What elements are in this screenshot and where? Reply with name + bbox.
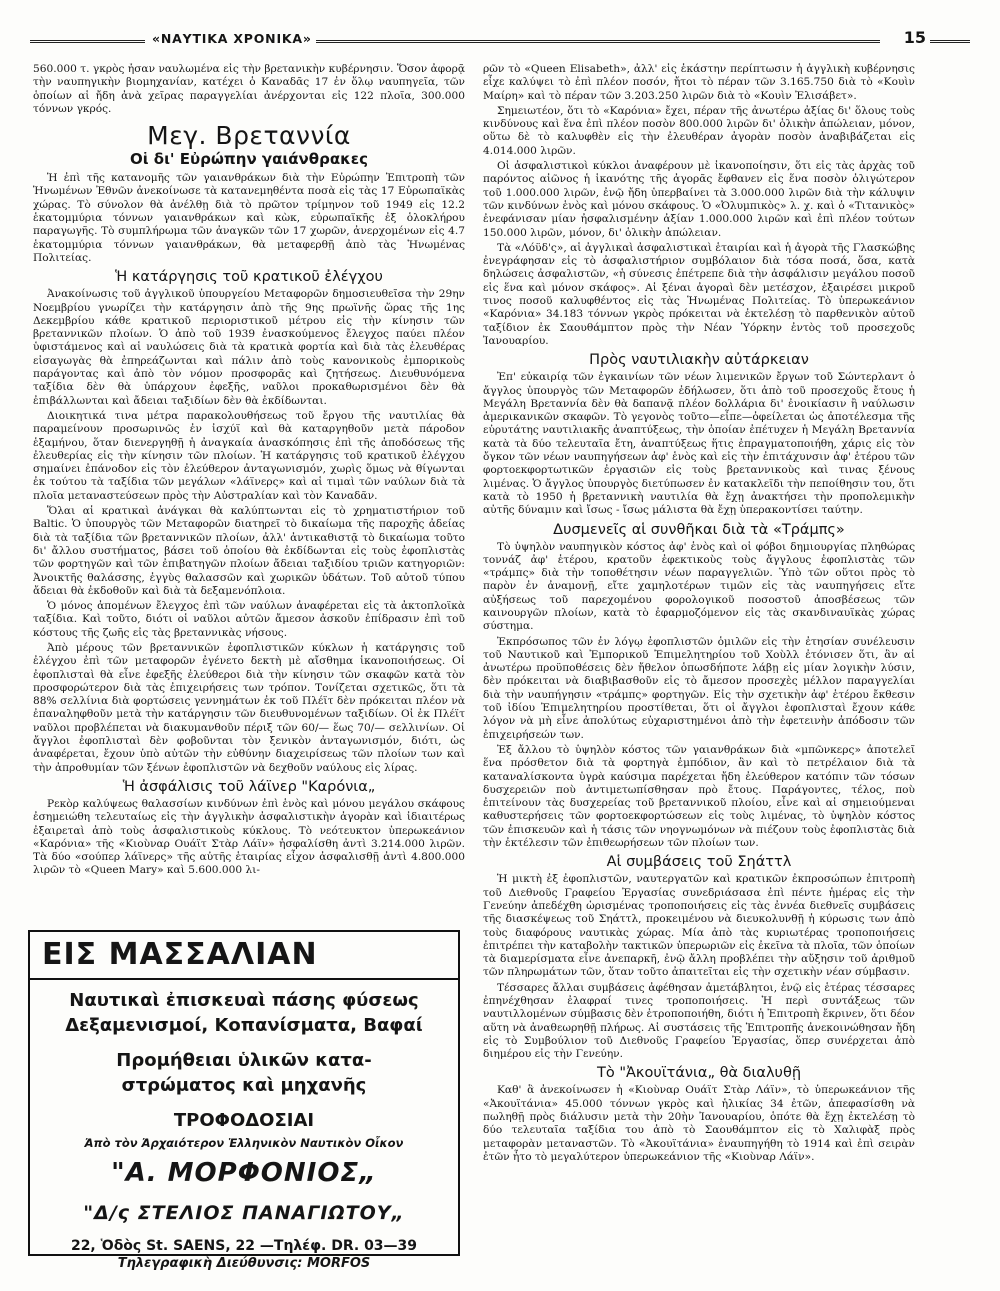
insurance-paragraph-2: Σημειωτέον, ὅτι τὸ «Καρόνια» ἔχει, πέραν τῆς ἀνωτέρω ἀξίας δι' ὅλους τοὺς κινδύνους καὶ ἕνα ἐπὶ πλέον ποσὸν 800.000 λιρῶν δι' ὁλικὴν ἀπώλειαν, μόνον, οὕτω δὲ τὸ καλυφθὲν εἰς τὴν ἐλευθέραν ἀγορὰν ποσὸν ἀναβιβάζεται εἰς 4.014.000 λιρῶν. [483,104,915,157]
control-heading: Ἡ κατάργησις τοῦ κρατικοῦ ἐλέγχου [115,269,383,286]
ad-successor-name: "Δ/ς ΣΤΕΛΙΟΣ ΠΑΝΑΓΙΩΤΟΥ„ [83,1202,405,1224]
country-heading: Μεγ. Βρεταννία [147,121,351,151]
ad-headline: ΕΙΣ ΜΑΣΣΑΛΙΑΝ [30,932,458,980]
insurance-paragraph-4: Τὰ «Λόϋδ'ς», αἱ ἀγγλικαὶ ἀσφαλιστικαὶ ἑταιρίαι καὶ ἡ ἀγορὰ τῆς Γλασκώβης ἐνεγράφησαν εἰς τὸ ἀσφαλιστήριον συμβόλαιον διὰ τόσα ποσά, ὅσα, κατὰ δηλώσεις ἀσφαλιστῶν, «ἡ σύνεσις ἐπέτρεπε διὰ τὴν ἀσφάλισιν μεγάλου ποσοῦ εἰς ἕνα καὶ μόνον σκάφος». Αἱ ξέναι ἀγοραὶ δὲν μετέσχον, ἐξαιρέσει μικροῦ τινος ποσοῦ καλυφθέντος εἰς τὰς Ἡνωμένας Πολιτείας. Τὸ ὑπερωκεάνιον «Καρόνια» 34.183 τόννων γκρὸς πρόκειται νὰ ἐκτελέσῃ τὸ παρθενικὸν αὐτοῦ ταξίδιον ἐκ Σαουθάμπτον πρὸς τὴν Νέαν Ὑόρκην ἐντὸς τοῦ προσεχοῦς Ἰανουαρίου. [483,241,915,347]
right-column [483,63,915,1263]
seattle-paragraph-1: Ἡ μικτὴ ἐξ ἐφοπλιστῶν, ναυτεργατῶν καὶ κρατικῶν ἐκπροσώπων ἐπιτροπὴ τοῦ Διεθνοῦς Γραφείου Ἐργασίας συνεδριάσασα ἐπὶ πέντε ἡμέρας εἰς τὴν Γενεύην ἀπεδέχθη ὡρισμένας τροποποιήσεις εἰς τὰς ἐννέα διεθνεῖς συμβάσεις τῆς διασκέψεως τοῦ Σηάττλ, προκειμένου νὰ διευκολυνθῇ ἡ κύρωσις των ἀπὸ τοὺς διαφόρους ναυτικὰς χώρας. Μία ἀπὸ τὰς κυριωτέρας τροποποιήσεις ἐπιτρέπει τὴν καταβολὴν τακτικῶν ὑπερωριῶν εἰς ἐκεῖνα τὰ πλοῖα, τῶν ὁποίων τὰ διαμερίσματα εἶνε ἀνεπαρκῆ, ἐνῷ ἄλλη προβλέπει τὴν αὔξησιν τοῦ ἀριθμοῦ τῶν πληρωμάτων τῶν, ὅταν τοῦτο ἀπαιτεῖται εἰς τὴν σχετικὴν νέαν σύμβασιν. [483,873,915,979]
left-column [33,63,465,923]
tramps-paragraph-1: Τὸ ὑψηλὸν ναυπηγικὸν κόστος ἀφ' ἑνὸς καὶ οἱ φόβοι δημιουργίας πληθώρας τοννάζ ἀφ' ἑτέρου, κρατοῦν ἐφεκτικοὺς τοὺς ἄγγλους ἐφοπλιστὰς τῶν «τράμπς» διὰ τὴν τοποθέτησιν νέων παραγγελιῶν. Ὑπὸ τῶν οὕτοι πρὸς τὸ παρὸν ἐν ἀναμονῇ, εἴτε χαμηλοτέρων τιμῶν εἰς τὰς ναυπηγήσεις εἴτε αὐξήσεως τοῦ παρεχομένου φορολογικοῦ ποσοστοῦ ἀποσβέσεως τῶν καινουργῶν πλοίων, κατὰ τὸ ἐφαρμοζόμενον εἰς τὰς σκανδιναυϊκὰς χώρας σύστημα. [483,540,915,633]
insurance-heading: Ἡ ἀσφάλισις τοῦ λάϊνερ "Καρόνια„ [122,778,376,795]
insurance-paragraph-1: Ρεκὸρ καλύψεως θαλασσίων κινδύνων ἐπὶ ἑνὸς καὶ μόνου μεγάλου σκάφους ἐσημειώθη τελευταίως εἰς τὴν ἀγγλικὴν ἀσφαλιστικὴν ἀγορὰν καὶ ἰδιαιτέρως ἐξαιρεταὶ ἀπὸ τοὺς ἀσφαλιστικοὺς κύκλους. Τὸ νεότευκτον ὑπερωκεάνιον «Καρόνια» τῆς «Κιοὺναρ Ουάϊτ Στὰρ Λάϊν» ἠσφαλίσθη ἀντὶ 3.214.000 λιρῶν. Τὰ δύο «σούπερ λάϊνερς» τῆς αὐτῆς ἑταιρίας εἶχον ἀσφαλισθῇ ἀντὶ 4.800.000 λιρῶν τὸ «Queen Mary» καὶ 5.600.000 λι- [33,797,465,877]
control-paragraph-2: Διοικητικά τινα μέτρα παρακολουθήσεως τοῦ ἔργου τῆς ναυτιλίας θὰ παραμείνουν προσωρινῶς ἐν ἰσχύϊ καὶ θὰ καταργηθοῦν μετὰ πάροδον ἑξαμήνου, ὅταν διενεργηθῇ ἡ ἀναγκαία ἀνασκόπησις ἐπὶ τῆς ἀποδόσεως τῆς ἐλευθερίας εἰς τὴν κίνησιν τῶν πλοίων. Ἡ κατάργησις τοῦ κρατικοῦ ἐλέγχου σημαίνει ἐπάνοδον εἰς τὸν ἐλεύθερον ἀνταγωνισμόν, χωρὶς ὅμως νὰ θίγωνται ἐκ τούτου τὰ ταξίδια τῶν μεγάλων «λάϊνερς» καὶ αἱ τιμαὶ τῶν ναύλων διὰ τὰ πλοῖα μεταναστεύσεων πρὸς τὴν Αὐστραλίαν καὶ τὸν Καναδᾶν. [33,409,465,502]
control-paragraph-4: Ὁ μόνος ἀπομένων ἔλεγχος ἐπὶ τῶν ναύλων ἀναφέρεται εἰς τὰ ἀκτοπλοϊκὰ ταξίδια. Καὶ τοῦτο, διότι οἱ ναῦλοι αὐτῶν ἄμεσον ἀσκοῦν ἐπίδρασιν ἐπὶ τοῦ κόστους τῆς ζωῆς εἰς τὰς βρεταννικὰς νήσους. [33,600,465,639]
header-rule-left [30,40,145,43]
ad-repairs-line: Ναυτικαὶ ἐπισκευαὶ πάσης φύσεως [69,990,419,1011]
intro-paragraph: 560.000 τ. γκρὸς ἦσαν ναυλωμένα εἰς τὴν βρετανικὴν κυβέρνησιν. Ὅσον ἀφορᾷ τὴν ναυπηγικὴν βιομηχανίαν, κατέχει ὁ Καναδᾶς 17 ἐν ὅλῳ ναυπηγεῖα, τῶν ὁποίων αἱ ἤδη ἀνὰ χεῖρας παραγγελίαι ἀνέρχονται εἰς 122 πλοῖα, 300.000 τόννων γκρός. [33,63,465,115]
ad-drydock-line: Δεξαμενισμοί, Κοπανίσματα, Βαφαί [65,1015,423,1036]
tramps-paragraph-2: Ἐκπρόσωπος τῶν ἐν λόγῳ ἐφοπλιστῶν ὁμιλῶν εἰς τὴν ἐτησίαν συνέλευσιν τοῦ Ναυτικοῦ καὶ Ἐμπορικοῦ Ἐπιμελητηρίου τοῦ Χοὺλλ ἐτόνισεν ὅτι, ἂν αἱ ἀνωτέρω προϋποθέσεις δὲν ἤθελον ὁπωσδήποτε λάβῃ εἰς μίαν λογικὴν λύσιν, δὲν πρόκειται νὰ διαβιβασθοῦν εἰς τὸ ἄμεσον προσεχὲς μέλλον παραγγελίαι διὰ τὴν ναυπήγησιν «τράμπς» φορτηγῶν. Εἰς τὴν σχετικὴν ἀφ' ἑτέρου ἔκθεσιν τοῦ ἰδίου Ἐπιμελητηρίου προστίθεται, ὅτι οἱ ἄγγλοι ἐφοπλισταὶ ἔχουν κάθε λόγον νὰ μὴ εἶνε ἀπολύτως εὐχαριστημένοι ἀπὸ τὴν ἐφετεινὴν ἀπόδοσιν τῶν ἐπιχειρήσεών των. [483,635,915,741]
tramps-paragraph-3: Ἐξ ἄλλου τὸ ὑψηλὸν κόστος τῶν γαιανθράκων διὰ «μπῶνκερς» ἀποτελεῖ ἕνα πρόσθετον διὰ τὰ φορτηγὰ ἐμπόδιον, ἂν καὶ τὸ πετρέλαιον διὰ τὰ καταναλίσκοντα ὑγρὰ καύσιμα παρέχεται ἤδη ἐλεύθερον κατόπιν τῶν τόσων δυσχερειῶν ποὺ ἀντιμετωπίσθησαν πρὸ ἔτους. Παράγοντες, τέλος, ποὺ ἐπιτείνουν τὰς δυσχερείας τοῦ βρεταννικοῦ πλοίου, εἶνε καὶ αἱ σημειούμεναι καθυστερήσεις τῶν φορτοεκφορτώσεων εἰς τοὺς λιμένας, τὸ ὑψηλὸν κόστος τῶν ἐπισκευῶν καὶ ἡ τάσις τῶν νηογνωμόνων νὰ πιέζουν τοὺς ἐφοπλιστὰς διὰ τὴν ἐκτέλεσιν τῶν ἐπιθεωρήσεων τῶν πλοίων των. [483,743,915,850]
seattle-paragraph-2: Τέσσαρες ἄλλαι συμβάσεις ἀφέθησαν ἀμετάβλητοι, ἐνῷ εἰς ἑτέρας τέσσαρες ἐπηνέχθησαν ἐλαφραί τινες τροποποιήσεις. Ἡ περὶ συντάξεως τῶν ναυτιλλομένων σύμβασις δὲν ἐτροποποιήθη, διότι ἡ Ἐπιτροπὴ ἔκρινεν, ὅτι δέον αὕτη νὰ ἀναθεωρηθῇ πλήρως. Αἱ συστάσεις τῆς Ἐπιτροπῆς ἀνεκοινώθησαν ἤδη εἰς τὸ Συμβούλιον τοῦ Διεθνοῦς Γραφείου Ἐργασίας, ὅπερ συνέρχεται ἀπὸ διημέρου εἰς τὴν Γενεύην. [483,981,915,1061]
ad-provisions-line: ΤΡΟΦΟΔΟΣΙΑΙ [173,1110,315,1131]
ad-telegraph: Τηλεγραφικὴ Διεύθυνσις: MORFOS [117,1256,371,1271]
advertisement-box [28,930,460,1271]
aquitania-paragraph: Καθ' ἃ ἀνεκοίνωσεν ἡ «Κιοὺναρ Ουάϊτ Στὰρ Λάϊν», τὸ ὑπερωκεάνιον τῆς «Ἀκουϊτάνια» 45.000 τόννων γκρὸς καὶ ἡλικίας 34 ἐτῶν, ἀπεφασίσθη νὰ πωληθῇ πρὸς διάλυσιν μετὰ τὴν 20ὴν Ἰανουαρίου, ὁπότε θὰ ἔχῃ ἐκτελέσῃ τὸ δύο τελευταῖα ταξίδια του ἀπὸ τὸ Σαουθάμπτον εἰς τὸ Χαλιφὰξ πρὸς μεταφορὰν μεταναστῶν. Τὸ «Ἀκουϊτάνια» ἐναυπηγήθη τὸ 1914 καὶ ἐπὶ σειρὰν ἐτῶν ἦτο τὸ μεγαλύτερον ὑπερωκεάνιον τῆς «Κιοὺναρ Λάϊν». [483,1084,915,1163]
coal-subheading: Οἱ δι' Εὐρώπην γαιάνθρακες [129,150,369,169]
seattle-heading: Αἱ συμβάσεις τοῦ Σηάττλ [606,854,792,871]
ad-oldest-house-line: Ἀπὸ τὸν Ἀρχαιότερον Ἑλληνικὸν Ναυτικὸν Οἶκον [84,1136,404,1150]
aquitania-heading: Τὸ "Ἀκουϊτάνια„ θὰ διαλυθῇ [596,1065,802,1082]
control-paragraph-3: Ὅλαι αἱ κρατικαὶ ἀνάγκαι θὰ καλύπτωνται εἰς τὸ χρηματιστήριον τοῦ Baltic. Ὁ ὑπουργὸς τῶν Μεταφορῶν διατηρεῖ τὸ δικαίωμα τῆς παροχῆς ἀδείας διὰ τὰ ταξίδια τῶν βρεταννικῶν πλοίων, ἀλλ' ἀντικαθιστᾷ τὸ δικαίωμα τοῦτο δι' ἄλλου συστήματος, βάσει τοῦ ὁποίου θὰ ἐκδίδωνται εἰς τοὺς ἐφοπλιστὰς τῶν φορτηγῶν καὶ τῶν ἐπιβατηγῶν πλοίων ἄδειαι ταξιδίου τριῶν κατηγοριῶν: Ἀνοικτῆς θαλάσσης, ἐγγὺς θαλασσῶν καὶ χωρικῶν ὑδάτων. Τοῦ αὐτοῦ τύπου ἄδειαι θὰ ἐκδοθοῦν καὶ διὰ τὰ δεξαμενόπλοια. [33,505,465,597]
insurance-paragraph-3: Οἱ ἀσφαλιστικοὶ κύκλοι ἀναφέρουν μὲ ἱκανοποίησιν, ὅτι εἰς τὰς ἀρχὰς τοῦ παρόντος αἰῶνος ἡ ἱκανότης τῆς ἀγορᾶς ἔφθανεν εἰς ἕνα ποσὸν ὀλιγώτερον τοῦ 1.000.000 λιρῶν, ἐνῷ ἤδη ὑπερβαίνει τὰ 3.000.000 λιρῶν διὰ τὴν κάλυψιν τῶν κινδύνων ἑνὸς καὶ μόνου σκάφους. Ὁ «Ὀλυμπικὸς» λ. χ. καὶ ὁ «Τιτανικὸς» ἐνεφάνισαν μίαν ἠσφαλισμένην ἀξίαν 1.000.000 λιρῶν καὶ ἐπὶ πλέον τούτων 150.000 λιρῶν, μόνον, δι' ὁλικὴν ἀπώλειαν. [483,160,915,239]
insurance-paragraph-cont: ρῶν τὸ «Queen Elisabeth», ἀλλ' εἰς ἑκάστην περίπτωσιν ἡ ἀγγλικὴ κυβέρνησις εἶχε καλύψει τὸ ἐπὶ πλέον ποσόν, ἤτοι τὸ πέραν τῶν 3.165.750 διὰ τὸ «Κουὶν Μαίρη» καὶ τὸ πέραν τῶν 3.203.250 λιρῶν διὰ τὸ «Κουὶν Ἐλισάβετ». [483,63,915,102]
autarky-heading: Πρὸς ναυτιλιακὴν αὐτάρκειαν [589,352,809,369]
coal-paragraph: Ἡ ἐπὶ τῆς κατανομῆς τῶν γαιανθράκων διὰ τὴν Εὐρώπην Ἐπιτροπὴ τῶν Ἡνωμένων Ἐθνῶν ἀνεκοίνωσε τὰ κατανεμηθέντα ποσὰ εἰς τὰς 17 Εὐρωπαϊκὰς χώρας. Τὸ σύνολον θὰ ἀνέλθῃ διὰ τὸ πρῶτον τρίμηνον τοῦ 1949 εἰς 12.2 ἑκατομμύρια τόννων γαιανθράκων καὶ κὼκ, εὐρωπαϊκῆς ἐξ ὁλοκλήρου παραγωγῆς. Τὸ συμπλήρωμα τῶν ἀναγκῶν τῶν 17 χωρῶν, ἀνερχομένων εἰς 4.7 ἑκατομμύρια τόννων γαιανθράκων, θὰ μεταφερθῇ ἀπὸ τὰς Ἡνωμένας Πολιτείας. [33,172,465,264]
running-header [30,30,970,50]
ad-supplies-line-1: Προμήθειαι ὑλικῶν κατα- [116,1050,372,1071]
tramps-heading: Δυσμενεῖς αἱ συνθῆκαι διὰ τὰ «Τράμπς» [553,521,845,538]
ad-supplies-line-2: στρώματος καὶ μηχανῆς [121,1075,367,1096]
control-paragraph-5: Ἀπὸ μέρους τῶν βρεταννικῶν ἐφοπλιστικῶν κύκλων ἡ κατάργησις τοῦ ἐλέγχου ἐπὶ τῶν μεταφορῶν ἐγένετο δεκτὴ μὲ αἴσθημα ἱκανοποιήσεως. Οἱ ἐφοπλισταὶ θὰ εἶνε ἐφεξῆς ἐλεύθεροι διὰ τὴν κίνησιν τῶν σκαφῶν κατὰ τὸν προσφορώτερον διὰ τὰς ἐπιχειρήσεις των τρόπον. Τονίζεται σχετικῶς, ὅτι τὰ 88% σελλίνια διὰ φορτώσεις γεννημάτων ἐκ τοῦ Πλέϊτ δὲν πρόκειται πλέον νὰ ἐπαναληφθοῦν μετὰ τὴν κατάργησιν τῶν διευθυνομένων ταξιδίων. Οἱ ἐκ Πλέϊτ ναῦλοι προβλέπεται νὰ διακυμανθοῦν πέριξ τῶν 60/— ἕως 70/— σελλινίων. Οἱ ἄγγλοι ἐφοπλισταὶ δὲν φοβοῦνται τὸν ξενικὸν ἀνταγωνισμόν, διότι, ὡς ἀναφέρεται, ἔχουν ὑπὸ αὐτῶν τὴν εὐθύνην διαχειρίσεως τῶν πλοίων των καὶ τὴν ἀπροθυμίαν τῶν ξένων ἐφοπλιστῶν νὰ δεχθοῦν ναύλους εἰς λίρας. [33,641,465,774]
control-paragraph-1: Ἀνακοίνωσις τοῦ ἀγγλικοῦ ὑπουργείου Μεταφορῶν δημοσιευθεῖσα τὴν 29ην Νοεμβρίου γνωρίζει τὴν κατάργησιν ἀπὸ τῆς 9ης πρωϊνῆς ὥρας τῆς 1ης Δεκεμβρίου κάθε κρατικοῦ περιοριστικοῦ μέτρου εἰς τὴν κίνησιν τῶν βρεταννικῶν πλοίων. Ὁ ἀπὸ τοῦ 1939 ἐνασκούμενος ἔλεγχος παύει πλέον ὑφιστάμενος καὶ αἱ ναυλώσεις διὰ τὰ κρατικὰ φορτία καὶ διὰ τὰς ἐλευθέρας εἰσαγωγὰς θὰ ἐπηρεάζωνται καὶ πάλιν ἀπὸ τοὺς κανονικοὺς ἐμπορικοὺς παράγοντας καὶ ἀπὸ τὸν νόμον προσφορᾶς καὶ ζητήσεως. Διευθυνόμενα ταξίδια δὲν θὰ ὑπάρχουν ἐφεξῆς, ναῦλοι προκαθωρισμένοι δὲν θὰ ἐπιβάλλωνται καὶ ἄδειαι ταξιδίων δὲν θὰ ἐκδίδωνται. [33,288,465,407]
journal-title: «ΝΑΥΤΙΚΑ ΧΡΟΝΙΚΑ» [148,31,316,46]
ad-address: 22, Ὁδὸς St. SAENS, 22 —Τηλέφ. DR. 03—39 [70,1238,418,1254]
page-number: 15 [900,28,930,47]
ad-company-name: "Α. ΜΟΡΦΟΝΙΟΣ„ [111,1158,377,1188]
header-rule-middle [305,40,880,43]
autarky-paragraph: Ἐπ' εὐκαιρίᾳ τῶν ἐγκαινίων τῶν νέων λιμενικῶν ἔργων τοῦ Σώντερλαντ ὁ ἄγγλος ὑπουργὸς τῶν Μεταφορῶν ἐδήλωσεν, ὅτι ἀπὸ τοῦ προσεχοῦς ἔτους ἡ Μεγάλη Βρεταννία δὲν θὰ δαπανᾷ πλέον δολλάρια δι' ἐνοικίασιν ἢ ναύλωσιν ἀμερικανικῶν σκαφῶν. Τὸ γεγονὸς τοῦτο—εἶπε—ὀφείλεται ὡς ἀποτέλεσμα τῆς εὐρυτάτης ναυτιλιακῆς ἀναπτύξεως, τὴν ὁποίαν ἐπέτυχεν ἡ Μεγάλη Βρεταννία κατὰ τὰ δύο τελευταῖα ἔτη, ἀναπτύξεως ἥτις ἐπραγματοποιήθη, χάρις εἰς τὸν ὄγκον τῶν νέων ναυπηγήσεων ἀφ' ἑνὸς καὶ εἰς τὴν ἐπιτάχυνσιν ἀφ' ἑτέρου τῶν φορτοεκφορτωτικῶν ἐργασιῶν εἰς τοὺς βρεταννικοὺς καὶ τινας ξένους λιμένας. Ὁ ἄγγλος ὑπουργὸς διετύπωσεν ἐν κατακλεῖδι τὴν πεποίθησιν του, ὅτι κατὰ τὸ 1950 ἡ βρεταννικὴ ναυτιλία θὰ ἔχῃ ἀνακτήσει τὴν προπολεμικὴν αὐτῆς δύναμιν καὶ ἴσως - ἴσως μάλιστα θὰ ἔχῃ ὑπερακοντίσει ταύτην. [483,371,915,517]
